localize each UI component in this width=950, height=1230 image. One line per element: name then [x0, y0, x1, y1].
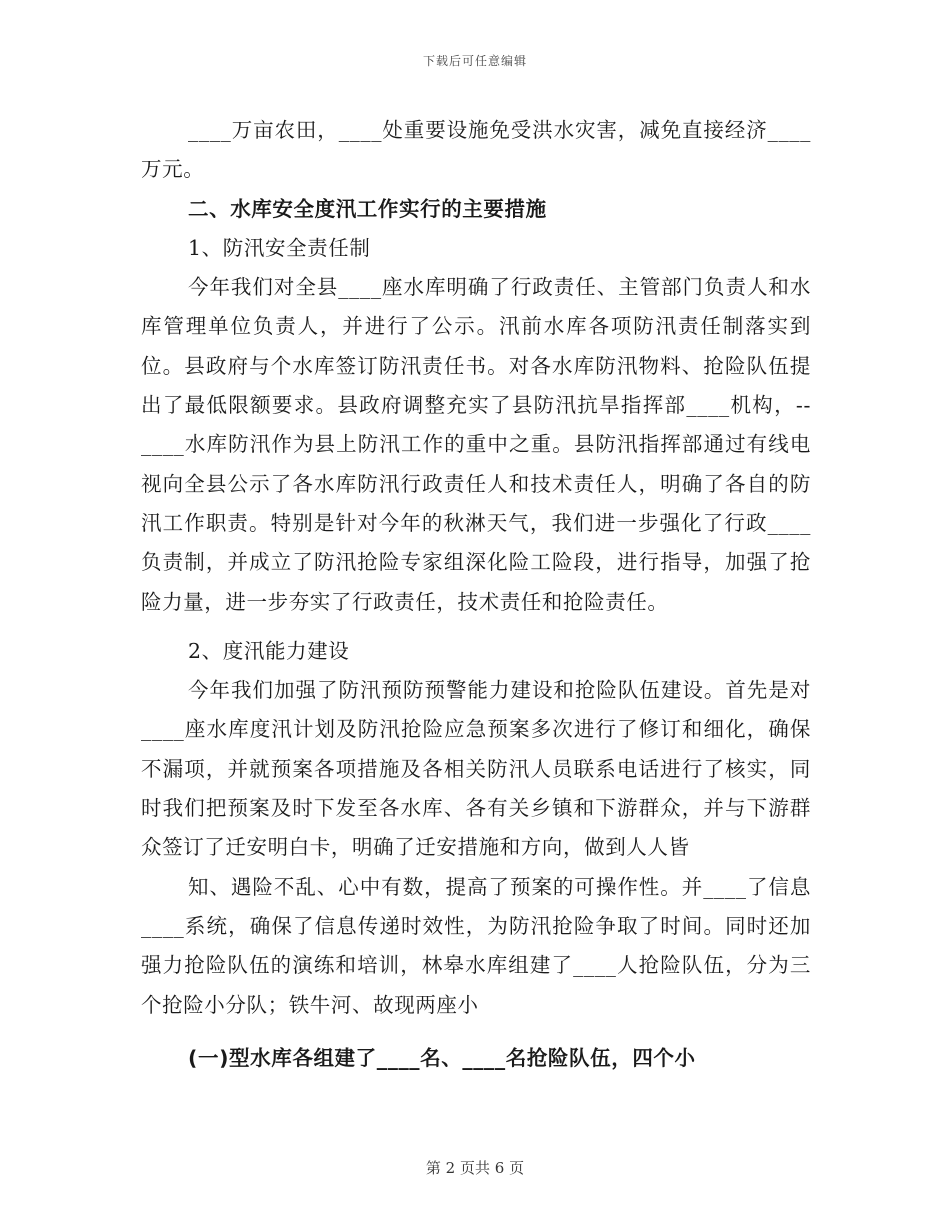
page-header: 下载后可任意编辑: [422, 54, 527, 68]
paragraph-continuation: 知、遇险不乱、心中有数，提高了预案的可操作性。并____了信息____系统，确保了信息传递时效性，为防汛抢险争取了时间。同时还加强力抢险队伍的演练和培训，林皋水库组建了____人抢险队伍，分为三个抢险小分队；铁牛河、故现两座小: [141, 874, 811, 1017]
section-heading: 二、水库安全度汛工作实行的主要措施: [188, 196, 547, 221]
paragraph-capacity: 今年我们加强了防汛预防预警能力建设和抢险队伍建设。首先是对____座水库度汛计划及防汛抢险应急预案多次进行了修订和细化，确保不漏项，并就预案各项措施及各相关防汛人员联系电话进行了核实，同时我们把预案及时下发至各水库、各有关乡镇和下游群众，并与下游群众签订了迁安明白卡，明确了迁安措施和方向，做到人人皆: [141, 678, 811, 860]
page-footer: 第 2 页共 6 页: [425, 1159, 525, 1177]
subheading-capacity: 2、度汛能力建设: [188, 638, 350, 663]
paragraph-intro: ____万亩农田，____处重要设施免受洪水灾害，减免直接经济____万元。: [141, 118, 811, 182]
subheading-responsibility: 1、防汛安全责任制: [188, 235, 371, 260]
paragraph-responsibility: 今年我们对全县____座水库明确了行政责任、主管部门负责人和水库管理单位负责人，并进行了公示。汛前水库各项防汛责任制落实到位。县政府与个水库签订防汛责任书。对各水库防汛物料、抢险队伍提出了最低限额要求。县政府调整充实了县防汛抗旱指挥部____机构，--____水库防汛作为县上防汛工作的重中之重。县防汛指挥部通过有线电视向全县公示了各水库防汛行政责任人和技术责任人，明确了各自的防汛工作职责。特别是针对今年的秋淋天气，我们进一步强化了行政____负责制，并成立了防汛抢险专家组深化险工险段，进行指导，加强了抢险力量，进一步夯实了行政责任，技术责任和抢险责任。: [141, 275, 811, 614]
document-body: [141, 111, 811, 1078]
list-heading: (一)型水库各组建了____名、____名抢险队伍，四个小: [188, 1045, 696, 1070]
